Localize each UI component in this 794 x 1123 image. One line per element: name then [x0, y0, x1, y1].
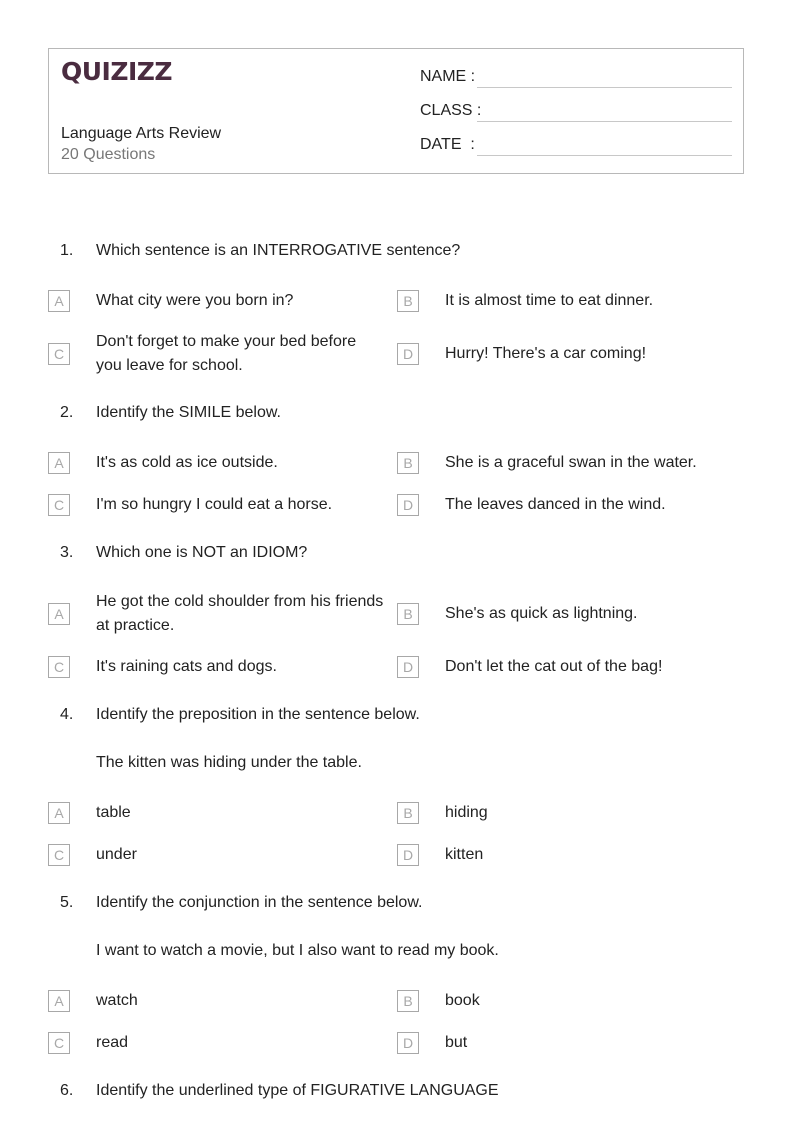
question-text: Identify the underlined type of FIGURATIVE LANGUAGE: [96, 1082, 499, 1099]
question-sentence: The kitten was hiding under the table.: [96, 754, 362, 771]
option-box[interactable]: A: [48, 452, 70, 474]
option-box[interactable]: C: [48, 656, 70, 678]
question-text: Identify the SIMILE below.: [96, 404, 281, 421]
option-text: What city were you born in?: [96, 292, 294, 309]
option-box[interactable]: C: [48, 844, 70, 866]
option-text: It's as cold as ice outside.: [96, 454, 278, 471]
quizizz-logo: QUIZIZZ: [61, 57, 173, 86]
option-box[interactable]: B: [397, 452, 419, 474]
option-box[interactable]: D: [397, 343, 419, 365]
option-text: It's raining cats and dogs.: [96, 658, 277, 675]
class-line[interactable]: [477, 121, 732, 122]
class-label: CLASS :: [420, 102, 482, 119]
option-text: hiding: [445, 804, 488, 821]
option-text: under: [96, 846, 137, 863]
option-text: watch: [96, 992, 138, 1009]
question-number: 2.: [60, 404, 74, 421]
name-label: NAME :: [420, 68, 476, 85]
question-text: Identify the preposition in the sentence below.: [96, 706, 420, 723]
option-text: table: [96, 804, 131, 821]
option-text: It is almost time to eat dinner.: [445, 292, 654, 309]
question-sentence: I want to watch a movie, but I also want to read my book.: [96, 942, 499, 959]
option-text: The leaves danced in the wind.: [445, 496, 666, 513]
option-text: but: [445, 1034, 468, 1051]
option-box[interactable]: A: [48, 990, 70, 1012]
option-box[interactable]: A: [48, 603, 70, 625]
worksheet-header: [48, 48, 744, 174]
name-line[interactable]: [477, 87, 732, 88]
option-box[interactable]: D: [397, 1032, 419, 1054]
date-label: DATE :: [420, 136, 475, 153]
option-text: kitten: [445, 846, 484, 863]
option-box[interactable]: C: [48, 494, 70, 516]
option-box[interactable]: B: [397, 603, 419, 625]
question-number: 3.: [60, 544, 74, 561]
option-box[interactable]: B: [397, 802, 419, 824]
option-text: He got the cold shoulder from his friends at practice.: [96, 593, 384, 634]
question-number: 6.: [60, 1082, 74, 1099]
option-box[interactable]: C: [48, 1032, 70, 1054]
question-text: Which one is NOT an IDIOM?: [96, 544, 308, 561]
option-text: She is a graceful swan in the water.: [445, 454, 697, 471]
option-text: read: [96, 1034, 129, 1051]
option-box[interactable]: A: [48, 290, 70, 312]
option-text: Hurry! There's a car coming!: [445, 345, 647, 362]
option-box[interactable]: B: [397, 290, 419, 312]
question-text: Which sentence is an INTERROGATIVE sentence?: [96, 242, 461, 259]
option-text: book: [445, 992, 480, 1009]
option-text: She's as quick as lightning.: [445, 605, 638, 622]
option-box[interactable]: D: [397, 844, 419, 866]
worksheet-title: Language Arts Review: [61, 125, 222, 142]
question-number: 5.: [60, 894, 74, 911]
option-box[interactable]: B: [397, 990, 419, 1012]
question-text: Identify the conjunction in the sentence below.: [96, 894, 423, 911]
question-number: 4.: [60, 706, 74, 723]
question-number: 1.: [60, 242, 74, 259]
option-box[interactable]: A: [48, 802, 70, 824]
option-text: Don't let the cat out of the bag!: [445, 658, 663, 675]
option-box[interactable]: D: [397, 656, 419, 678]
option-text: Don't forget to make your bed before you leave for school.: [96, 333, 357, 374]
date-line[interactable]: [477, 155, 732, 156]
option-text: I'm so hungry I could eat a horse.: [96, 496, 333, 513]
question-count: 20 Questions: [61, 146, 156, 163]
option-box[interactable]: C: [48, 343, 70, 365]
option-box[interactable]: D: [397, 494, 419, 516]
